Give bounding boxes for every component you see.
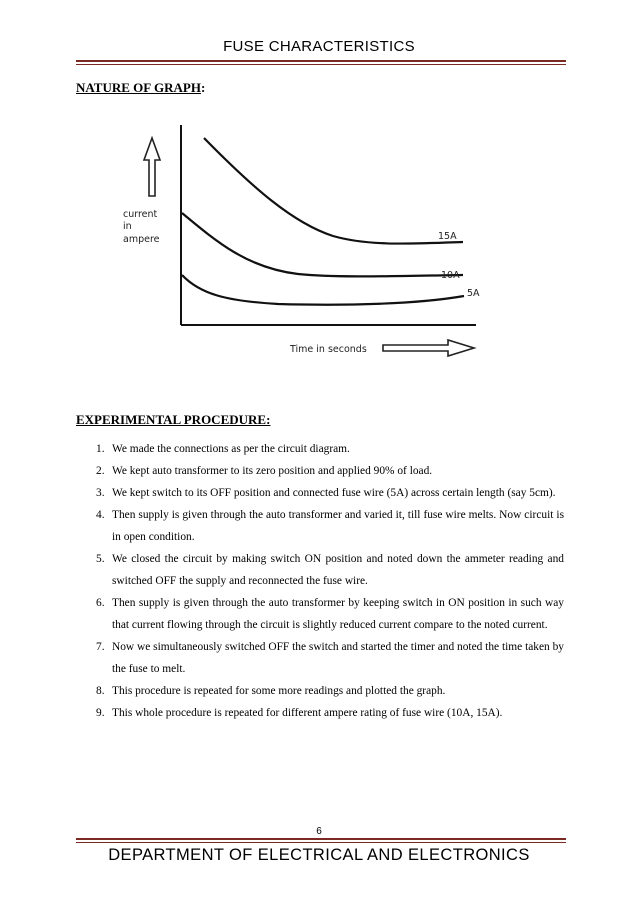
page-header-title: FUSE CHARACTERISTICS	[223, 38, 415, 55]
curve-5a	[182, 275, 464, 305]
fuse-characteristics-graph	[118, 118, 488, 368]
list-item: 8. This procedure is repeated for some more readings and plotted the graph.	[96, 685, 446, 697]
footer-rule	[76, 838, 566, 840]
header-rule-thin	[76, 64, 566, 65]
list-item: 5. We closed the circuit by making switch ON position and noted down the ammeter reading and switched OFF the supply and reconnected the fuse wire.	[96, 553, 564, 587]
page-number: 6	[316, 826, 322, 837]
x-axis-arrow	[383, 340, 474, 356]
curve-label-10a: 10A	[441, 270, 460, 281]
header-rule	[76, 60, 566, 62]
curve-label-5a: 5A	[467, 288, 480, 299]
curve-15a	[204, 138, 463, 244]
list-item: 1. We made the connections as per the circuit diagram.	[96, 443, 350, 455]
list-item: 2. We kept auto transformer to its zero position and applied 90% of load.	[96, 465, 433, 477]
y-axis-label-line-2: in	[123, 221, 132, 232]
x-axis-label: Time in seconds	[290, 344, 367, 355]
y-axis-label-line-1: current	[123, 209, 158, 220]
list-item: 9. This whole procedure is repeated for different ampere rating of fuse wire (10A, 15A).	[96, 707, 503, 719]
list-item: 4. Then supply is given through the auto transformer and varied it, till fuse wire melts. Now circuit is in open condition.	[96, 509, 564, 543]
footer-rule-thin	[76, 842, 566, 843]
graph-section-heading	[76, 80, 205, 96]
y-axis-label-line-3: ampere	[123, 234, 160, 245]
graph-heading-colon: :	[200, 80, 206, 95]
list-item: 7. Now we simultaneously switched OFF the switch and started the timer and noted the time taken by the fuse to melt.	[96, 641, 564, 675]
y-axis-arrow	[144, 138, 160, 196]
footer-department: DEPARTMENT OF ELECTRICAL AND ELECTRONICS	[108, 846, 530, 864]
curve-10a	[182, 213, 463, 276]
list-item: 3. We kept switch to its OFF position and connected fuse wire (5A) across certain length (say 5cm).	[96, 487, 556, 499]
graph-heading-text: NATURE OF GRAPH	[76, 80, 201, 95]
list-item: 6. Then supply is given through the auto transformer by keeping switch in ON position in such way that current flowing through the circuit is slightly reduced current compare to the noted current.	[96, 597, 564, 631]
procedure-section-heading: EXPERIMENTAL PROCEDURE:	[76, 412, 271, 427]
procedure-list	[84, 438, 564, 724]
curve-label-15a: 15A	[438, 231, 457, 242]
